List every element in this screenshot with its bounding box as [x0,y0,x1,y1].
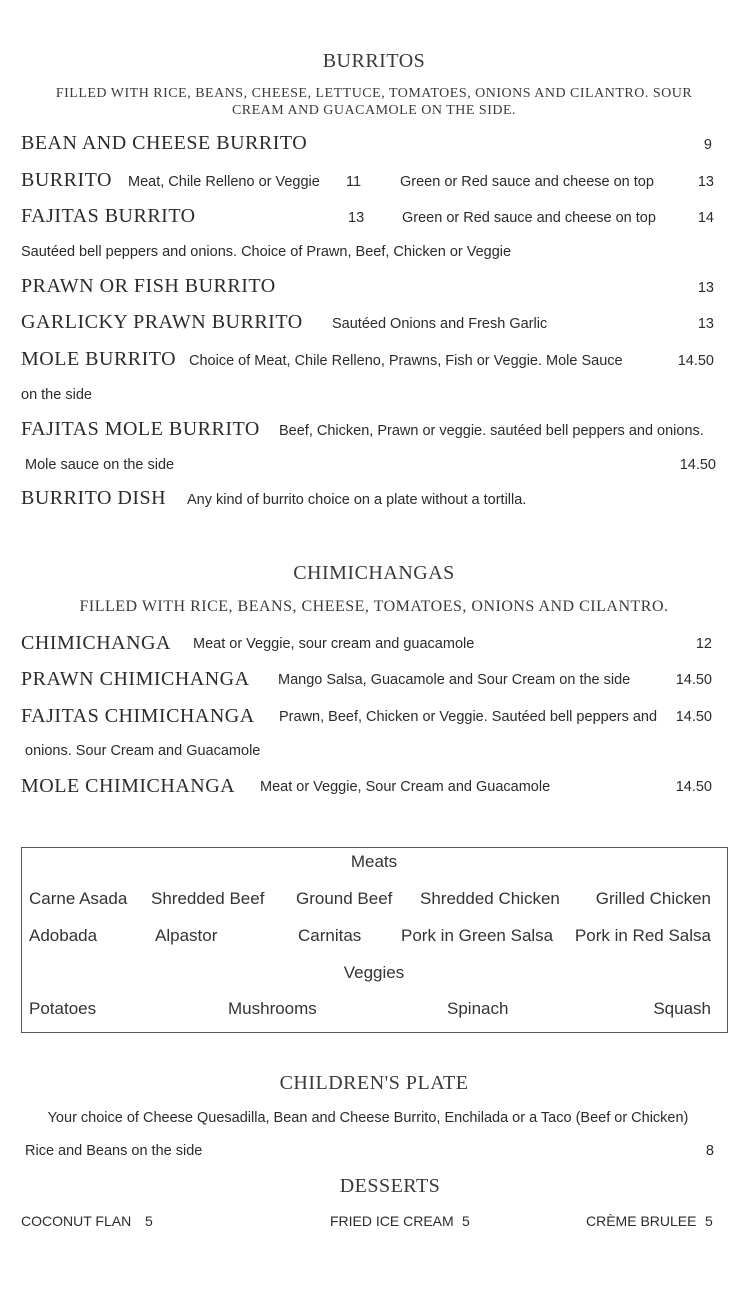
dessert-price: 5 [705,1213,713,1229]
fajitas-chimichanga-desc: Prawn, Beef, Chicken or Veggie. Sautéed bell peppers and [279,709,658,725]
mole-chimichanga-name: MOLE CHIMICHANGA [21,775,236,797]
fajitas-mole-burrito-name: FAJITAS MOLE BURRITO [21,418,260,440]
mole-burrito-name: MOLE BURRITO [21,348,177,370]
burrito-option-price: 13 [697,174,714,190]
meat-item: Adobada [29,926,98,945]
childrens-plate-desc: Your choice of Cheese Quesadilla, Bean and Cheese Burrito, Enchilada or a Taco (Beef or Chicken) [47,1110,689,1126]
fajitas-burrito-option-price: 14 [697,210,714,226]
mole-chimichanga-desc: Meat or Veggie, Sour Cream and Guacamole [260,779,551,795]
burrito-dish-name: BURRITO DISH [21,487,167,509]
chimichanga-desc: Meat or Veggie, sour cream and guacamole [193,636,475,652]
meat-item: Shredded Chicken [420,889,560,908]
chimichangas-description: FILLED WITH RICE, BEANS, CHEESE, TOMATOES, ONIONS AND CILANTRO. [79,598,669,615]
prawn-fish-burrito-name: PRAWN OR FISH BURRITO [21,275,276,297]
burritos-title: BURRITOS [322,50,426,72]
mole-burrito-price: 14.50 [677,353,714,369]
dessert-price: 5 [145,1213,153,1229]
childrens-plate-desc-cont: Rice and Beans on the side [25,1143,203,1159]
prawn-fish-burrito-price: 13 [697,280,714,296]
mole-burrito-desc-cont: on the side [21,387,92,403]
veggie-item: Spinach [447,999,509,1018]
meat-item: Carnitas [298,926,362,945]
meat-item: Alpastor [155,926,218,945]
chimichanga-price: 12 [695,636,712,652]
prawn-chimichanga-price: 14.50 [675,672,712,688]
fajitas-chimichanga-desc-cont: onions. Sour Cream and Guacamole [25,743,261,759]
dessert-name: COCONUT FLAN [21,1213,132,1229]
meats-title: Meats [350,852,398,871]
chimichanga-name: CHIMICHANGA [21,632,171,654]
veggie-item: Mushrooms [228,999,317,1018]
burrito-desc: Meat, Chile Relleno or Veggie [128,174,320,190]
meat-item: Pork in Green Salsa [401,926,554,945]
mole-burrito-desc: Choice of Meat, Chile Relleno, Prawns, Fish or Veggie. Mole Sauce [189,353,623,369]
burrito-option: Green or Red sauce and cheese on top [400,174,654,190]
childrens-plate-title: CHILDREN'S PLATE [279,1072,469,1094]
dessert-name: FRIED ICE CREAM [330,1213,454,1229]
fajitas-chimichanga-price: 14.50 [675,709,712,725]
fajitas-burrito-name: FAJITAS BURRITO [21,205,196,227]
fajitas-mole-burrito-price: 14.50 [679,457,716,473]
fajitas-mole-burrito-desc: Beef, Chicken, Prawn or veggie. sautéed bell peppers and onions. [279,423,704,439]
fajitas-chimichanga-name: FAJITAS CHIMICHANGA [21,705,255,727]
meat-item: Pork in Red Salsa [574,926,711,945]
garlicky-prawn-burrito-price: 13 [697,316,714,332]
burrito-dish-desc: Any kind of burrito choice on a plate without a tortilla. [187,492,527,508]
fajitas-mole-burrito-desc-cont: Mole sauce on the side [25,457,175,473]
chimichangas-title: CHIMICHANGAS [293,562,455,584]
prawn-chimichanga-name: PRAWN CHIMICHANGA [21,668,250,690]
prawn-chimichanga-desc: Mango Salsa, Guacamole and Sour Cream on the side [278,672,631,688]
desserts-title: DESSERTS [339,1175,441,1197]
fajitas-burrito-option: Green or Red sauce and cheese on top [402,210,656,226]
burrito-price: 11 [346,174,362,190]
burrito-name: BURRITO [21,169,112,191]
bean-cheese-burrito-price: 9 [703,137,712,153]
meat-item: Carne Asada [29,889,128,908]
veggie-item: Squash [653,999,711,1018]
burritos-description: FILLED WITH RICE, BEANS, CHEESE, LETTUCE, TOMATOES, ONIONS AND CILANTRO. SOUR CREAM AND GUACAMOLE ON THE SIDE. [55,86,693,118]
meat-item: Grilled Chicken [595,889,711,908]
garlicky-prawn-burrito-name: GARLICKY PRAWN BURRITO [21,311,303,333]
veggies-title: Veggies [343,963,405,982]
fajitas-burrito-price: 13 [348,210,365,226]
dessert-name: CRÈME BRULEE [586,1213,697,1229]
veggie-item: Potatoes [29,999,97,1018]
meat-item: Ground Beef [296,889,393,908]
mole-chimichanga-price: 14.50 [675,779,712,795]
bean-cheese-burrito-name: BEAN AND CHEESE BURRITO [21,132,308,154]
meat-item: Shredded Beef [151,889,265,908]
dessert-price: 5 [462,1213,470,1229]
childrens-plate-price: 8 [705,1143,714,1159]
garlicky-prawn-burrito-desc: Sautéed Onions and Fresh Garlic [332,316,548,332]
fajitas-burrito-desc: Sautéed bell peppers and onions. Choice of Prawn, Beef, Chicken or Veggie [21,244,512,260]
